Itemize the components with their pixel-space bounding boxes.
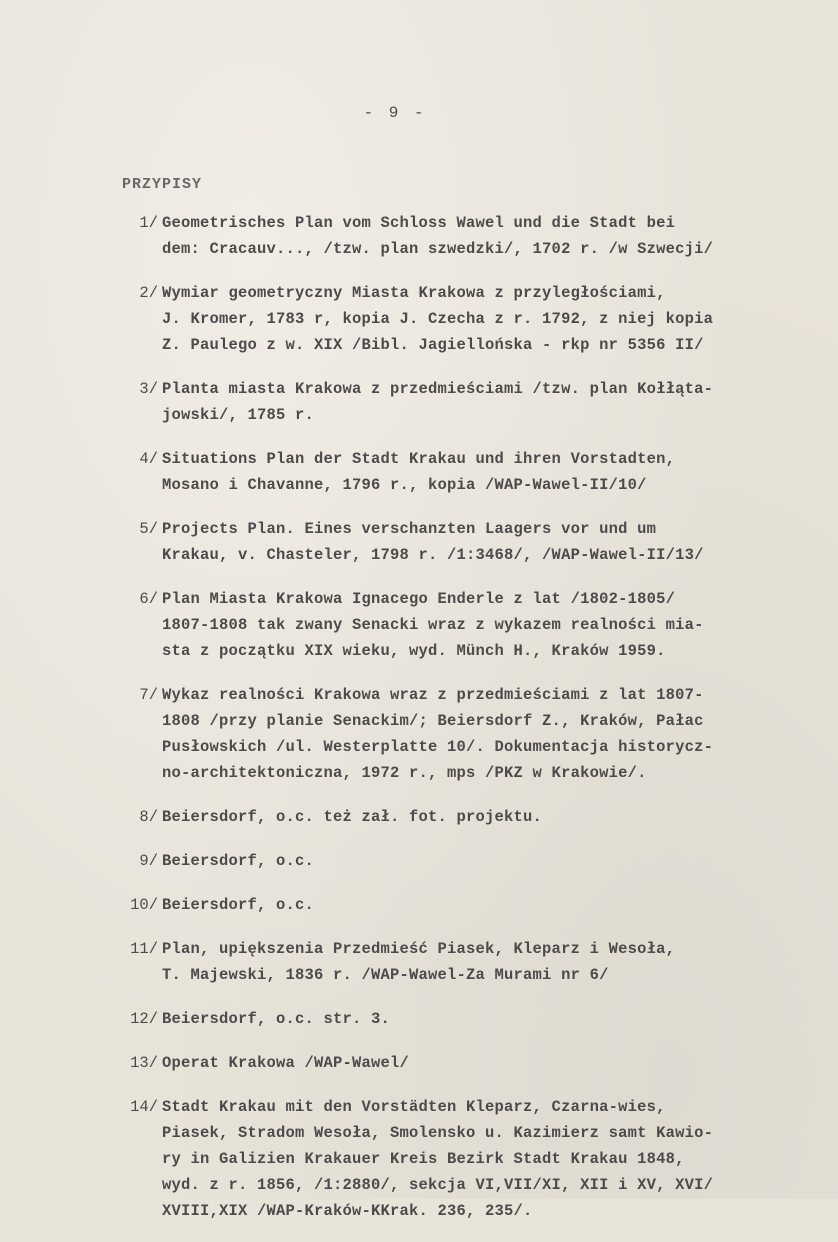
footnote-line: Z. Paulego z w. XIX /Bibl. Jagiellońska - rkp nr 5356 II/ <box>162 336 704 354</box>
footnote-item <box>112 1050 792 1076</box>
footnote-text <box>162 280 792 358</box>
page-number: - 9 - <box>363 104 427 122</box>
footnote-item <box>112 1006 792 1032</box>
footnote-item <box>112 682 792 786</box>
footnote-line: Beiersdorf, o.c. <box>162 852 315 870</box>
footnote-line: Beiersdorf, o.c. <box>162 896 315 914</box>
footnote-number: 6/ <box>139 590 158 608</box>
footnote-line: Geometrisches Plan vom Schloss Wawel und die Stadt bei <box>162 214 676 232</box>
footnote-line: Projects Plan. Eines verschanzten Laagers vor und um <box>162 520 657 538</box>
footnote-line: wyd. z r. 1856, /1:2880/, sekcja VI,VII/XI, XII i XV, XVI/ <box>162 1176 714 1194</box>
footnote-item <box>112 376 792 428</box>
footnote-line: Planta miasta Krakowa z przedmieściami /tzw. plan Kołłąta- <box>162 380 714 398</box>
footnote-number: 7/ <box>139 686 158 704</box>
footnote-line: Situations Plan der Stadt Krakau und ihren Vorstadten, <box>162 450 676 468</box>
footnote-item <box>112 848 792 874</box>
footnote-number: 1/ <box>139 214 158 232</box>
footnote-item <box>112 892 792 918</box>
footnote-line: Stadt Krakau mit den Vorstädten Kleparz, Czarna-wies, <box>162 1098 666 1116</box>
footnote-line: 1807-1808 tak zwany Senacki wraz z wykazem realności mia- <box>162 616 704 634</box>
footnote-item <box>112 280 792 358</box>
footnote-text <box>162 804 792 830</box>
footnote-number: 11/ <box>130 940 158 958</box>
footnote-number: 5/ <box>139 520 158 538</box>
footnote-line: sta z początku XIX wieku, wyd. Münch H., Kraków 1959. <box>162 642 666 660</box>
footnote-number: 14/ <box>130 1098 158 1116</box>
footnote-line: no-architektoniczna, 1972 r., mps /PKZ w Krakowie/. <box>162 764 647 782</box>
footnote-line: Mosano i Chavanne, 1796 r., kopia /WAP-Wawel-II/10/ <box>162 476 647 494</box>
footnote-number: 13/ <box>130 1054 158 1072</box>
footnote-item <box>112 446 792 498</box>
footnote-text <box>162 848 792 874</box>
footnote-line: Wymiar geometryczny Miasta Krakowa z przyległościami, <box>162 284 666 302</box>
footnote-text <box>162 210 792 262</box>
section-heading: PRZYPISY <box>122 176 203 193</box>
footnote-text <box>162 586 792 664</box>
footnote-text <box>162 682 792 786</box>
footnote-line: Beiersdorf, o.c. str. 3. <box>162 1010 391 1028</box>
footnote-item <box>112 936 792 988</box>
footnote-text <box>162 892 792 918</box>
footnote-number: 10/ <box>130 896 158 914</box>
footnote-item <box>112 516 792 568</box>
footnote-line: ry in Galizien Krakauer Kreis Bezirk Stadt Krakau 1848, <box>162 1150 685 1168</box>
footnote-number: 3/ <box>139 380 158 398</box>
footnote-text <box>162 516 792 568</box>
footnote-item <box>112 1094 792 1224</box>
footnote-line: J. Kromer, 1783 r, kopia J. Czecha z r. 1792, z niej kopia <box>162 310 714 328</box>
footnote-line: T. Majewski, 1836 r. /WAP-Wawel-Za Murami nr 6/ <box>162 966 609 984</box>
footnote-line: dem: Cracauv..., /tzw. plan szwedzki/, 1702 r. /w Szwecji/ <box>162 240 714 258</box>
footnote-line: Piasek, Stradom Wesoła, Smolensko u. Kazimierz samt Kawio- <box>162 1124 714 1142</box>
footnote-number: 12/ <box>130 1010 158 1028</box>
footnote-number: 8/ <box>139 808 158 826</box>
footnote-item <box>112 586 792 664</box>
footnote-line: jowski/, 1785 r. <box>162 406 315 424</box>
footnote-line: Operat Krakowa /WAP-Wawel/ <box>162 1054 410 1072</box>
footnote-line: Wykaz realności Krakowa wraz z przedmieściami z lat 1807- <box>162 686 704 704</box>
footnote-item <box>112 804 792 830</box>
footnote-line: XVIII,XIX /WAP-Kraków-KKrak. 236, 235/. <box>162 1202 533 1220</box>
footnote-number: 9/ <box>139 852 158 870</box>
footnote-text <box>162 1006 792 1032</box>
footnote-text <box>162 1094 792 1224</box>
footnote-text <box>162 936 792 988</box>
footnote-number: 2/ <box>139 284 158 302</box>
footnote-line: Pusłowskich /ul. Westerplatte 10/. Dokumentacja historycz- <box>162 738 714 756</box>
footnote-list <box>112 210 792 1242</box>
footnote-text <box>162 1050 792 1076</box>
footnote-line: Plan Miasta Krakowa Ignacego Enderle z lat /1802-1805/ <box>162 590 676 608</box>
footnote-line: Beiersdorf, o.c. też zał. fot. projektu. <box>162 808 543 826</box>
footnote-line: Plan, upiększenia Przedmieść Piasek, Kleparz i Wesoła, <box>162 940 676 958</box>
footnote-line: Krakau, v. Chasteler, 1798 r. /1:3468/, /WAP-Wawel-II/13/ <box>162 546 704 564</box>
footnote-text <box>162 446 792 498</box>
footnote-text <box>162 376 792 428</box>
footnote-item <box>112 210 792 262</box>
footnote-line: 1808 /przy planie Senackim/; Beiersdorf Z., Kraków, Pałac <box>162 712 704 730</box>
footnote-number: 4/ <box>139 450 158 468</box>
